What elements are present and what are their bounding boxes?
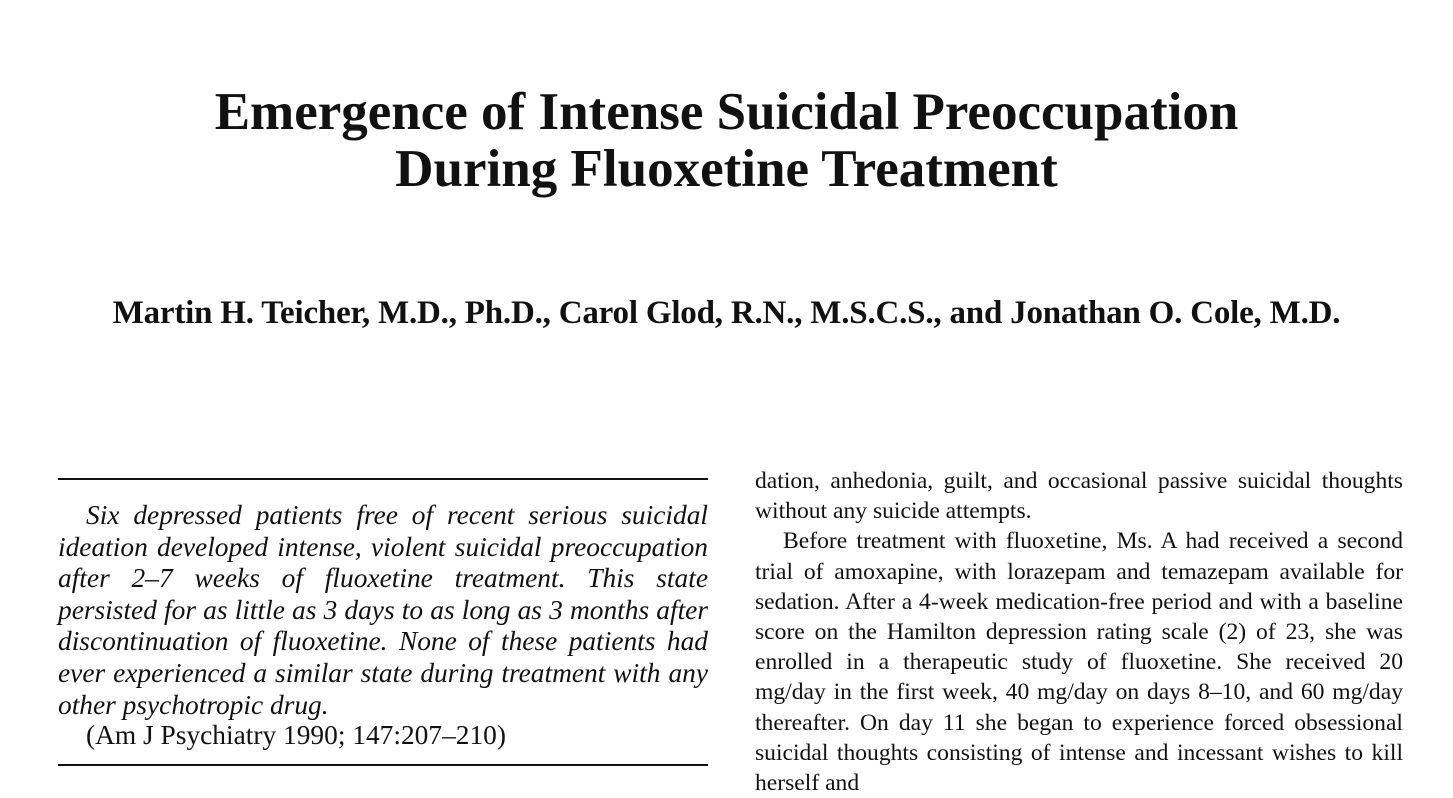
title-line-2: During Fluoxetine Treatment	[395, 140, 1058, 198]
author-list: Martin H. Teicher, M.D., Ph.D., Carol Glod, R.N., M.S.C.S., and Jonathan O. Cole, M.D.	[112, 295, 1341, 331]
abstract-text: Six depressed patients free of recent serious suicidal ideation developed intense, violent suicidal preoccupation after 2–7 weeks of fluoxetine treatment. This state persisted for as little as 3 days to as long as 3 months after discontinuation of fluoxetine. None of these patients had ever experienced a similar state during treatment with any other psychotropic drug.	[58, 500, 708, 720]
abstract-box	[58, 478, 708, 766]
abstract-citation: (Am J Psychiatry 1990; 147:207–210)	[86, 720, 506, 750]
article-title	[0, 84, 1453, 198]
body-column	[755, 466, 1403, 798]
body-paragraph-2: Before treatment with fluoxetine, Ms. A had received a second trial of amoxapine, with lorazepam and temazepam available for sedation. After a 4-week medication-free period and with a baseline score on the Hamilton depression rating scale (2) of 23, she was enrolled in a therapeutic study of fluoxetine. She received 20 mg/day in the first week, 40 mg/day on days 8–10, and 60 mg/day thereafter. On day 11 she began to experience forced obsessional suicidal thoughts consisting of intense and incessant wishes to kill herself and	[755, 528, 1403, 797]
title-line-1: Emergence of Intense Suicidal Preoccupation	[214, 83, 1239, 141]
body-paragraph-1: dation, anhedonia, guilt, and occasional passive suicidal thoughts without any suicide attempts.	[755, 468, 1403, 525]
